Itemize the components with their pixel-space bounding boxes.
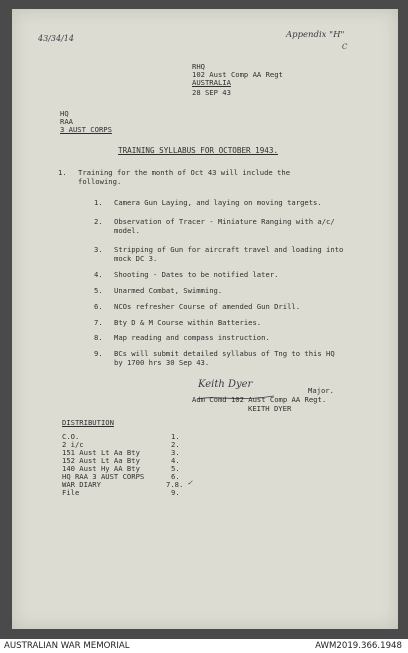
distribution-copy-number: 1. — [171, 432, 180, 441]
distribution-copy-number: 5. — [171, 464, 180, 473]
handwritten-appendix-mark: C — [342, 43, 348, 51]
letterhead-location: AUSTRALIA — [192, 78, 231, 87]
intro-line-2: following. — [78, 177, 122, 186]
distribution-recipient: 140 Aust Hy AA Bty — [62, 464, 140, 473]
distribution-recipient: WAR DIARY — [62, 480, 101, 489]
list-item: Observation of Tracer - Miniature Ranging with a/c/ — [114, 217, 335, 226]
list-item-continuation: mock DC 3. — [114, 254, 158, 263]
list-item-number: 7. — [94, 318, 103, 327]
document-title: TRAINING SYLLABUS FOR OCTOBER 1943. — [118, 146, 279, 155]
list-item-number: 3. — [94, 245, 103, 254]
list-item: Unarmed Combat, Swimming. — [114, 286, 223, 295]
archive-footer — [0, 639, 408, 653]
addressee-line-2: RAA — [60, 117, 73, 126]
list-item-number: 9. — [94, 349, 103, 358]
list-item: BCs will submit detailed syllabus of Tng to this HQ — [114, 349, 335, 358]
list-item: Shooting - Dates to be notified later. — [114, 270, 279, 279]
distribution-recipient: 2 i/c — [62, 440, 84, 449]
list-item-number: 2. — [94, 217, 103, 226]
archive-catalogue-number: AWM2019.366.1948 — [315, 641, 402, 651]
distribution-copy-number: 2. — [171, 440, 180, 449]
letterhead-unit-name: 102 Aust Comp AA Regt — [192, 70, 283, 79]
signatory-rank: Major. — [308, 386, 334, 395]
handwritten-signature: Keith Dyer — [198, 379, 253, 390]
distribution-recipient: 152 Aust Lt Aa Bty — [62, 456, 140, 465]
list-item-number: 1. — [94, 198, 103, 207]
distribution-recipient: C.O. — [62, 432, 80, 441]
handwritten-tick-icon: ✓ — [187, 479, 193, 487]
distribution-heading: DISTRIBUTION — [62, 418, 114, 427]
archive-name: AUSTRALIAN WAR MEMORIAL — [4, 641, 130, 651]
distribution-copy-number: 7.8. — [166, 480, 184, 489]
addressee-line-1: HQ — [60, 109, 69, 118]
list-item: Camera Gun Laying, and laying on moving targets. — [114, 198, 322, 207]
distribution-copy-number: 9. — [171, 488, 180, 497]
list-item: Bty D & M Course within Batteries. — [114, 318, 262, 327]
list-item-continuation: by 1700 hrs 30 Sep 43. — [114, 358, 210, 367]
signatory-name: KEITH DYER — [248, 404, 292, 413]
handwritten-appendix-label: Appendix "H" — [286, 30, 345, 40]
list-item: Stripping of Gun for aircraft travel and loading into — [114, 245, 344, 254]
list-item-continuation: model. — [114, 226, 140, 235]
paragraph-number: 1. — [58, 168, 67, 177]
intro-line-1: Training for the month of Oct 43 will include the — [78, 168, 291, 177]
list-item-number: 5. — [94, 286, 103, 295]
list-item: Map reading and compass instruction. — [114, 333, 270, 342]
distribution-recipient: 151 Aust Lt Aa Bty — [62, 448, 140, 457]
signatory-appointment: Adm Comd 102 Aust Comp AA Regt. — [192, 395, 327, 404]
letter-date: 28 SEP 43 — [192, 88, 231, 97]
list-item-number: 4. — [94, 270, 103, 279]
letterhead-unit: RHQ — [192, 62, 205, 71]
handwritten-file-reference: 43/34/14 — [38, 34, 74, 43]
distribution-copy-number: 4. — [171, 456, 180, 465]
list-item-number: 6. — [94, 302, 103, 311]
list-item: NCOs refresher Course of amended Gun Drill. — [114, 302, 301, 311]
distribution-recipient: HQ RAA 3 AUST CORPS — [62, 472, 145, 481]
distribution-recipient: File — [62, 488, 80, 497]
document-page — [12, 9, 398, 629]
distribution-copy-number: 6. — [171, 472, 180, 481]
distribution-copy-number: 3. — [171, 448, 180, 457]
list-item-number: 8. — [94, 333, 103, 342]
addressee-line-3: 3 AUST CORPS — [60, 125, 112, 134]
